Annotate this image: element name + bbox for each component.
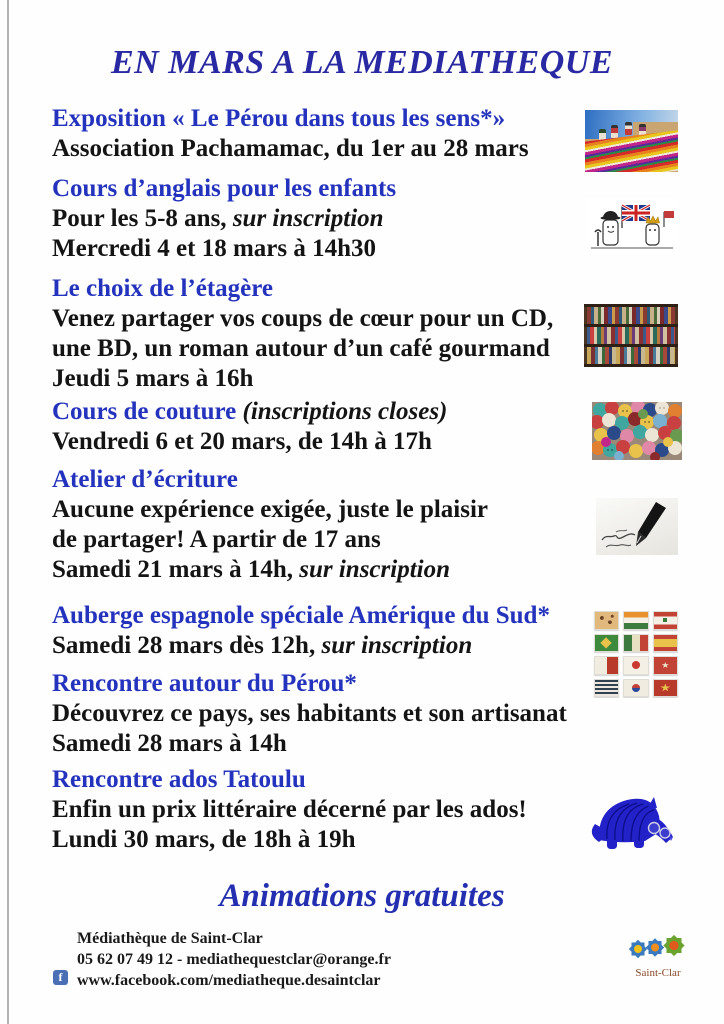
event-heading: Exposition « Le Pérou dans tous les sens*»: [52, 105, 506, 132]
italic-note: sur inscription: [232, 205, 384, 232]
flag-tile: [594, 656, 619, 675]
event-heading: Atelier d’écriture: [52, 466, 238, 493]
event-line: de partager! A partir de 17 ans: [52, 526, 381, 553]
book-row: [587, 307, 675, 324]
heading-note: (inscriptions closes): [242, 398, 448, 425]
free-events-banner: Animations gratuites: [219, 878, 505, 914]
flag-tile-star: [653, 656, 678, 675]
page-title: EN MARS A LA MEDIATHEQUE: [110, 44, 613, 81]
flag-tile-mali: [623, 634, 648, 653]
event-heading: Rencontre ados Tatoulu: [52, 766, 306, 793]
text-part: Samedi 28 mars dès 12h,: [52, 632, 322, 659]
event-heading: Rencontre autour du Pérou*: [52, 670, 357, 697]
figure-shape: [611, 125, 618, 138]
event-line: Découvrez ce pays, ses habitants et son artisanat: [52, 700, 567, 727]
book-row: [587, 327, 675, 344]
facebook-icon: f: [53, 970, 68, 985]
event-line: Aucune expérience exigée, juste le plaisir: [52, 496, 489, 523]
logo-label: Saint-Clar: [635, 967, 681, 979]
cookie-tile: [594, 611, 619, 630]
event-heading: Auberge espagnole spéciale Amérique du Sud*: [52, 602, 550, 629]
contact-name: Médiathèque de Saint-Clar: [77, 930, 263, 947]
section-rencontre-perou: [52, 668, 592, 759]
event-line: une BD, un roman autour d’un café gourmand: [52, 335, 550, 362]
event-line: Association Pachamamac, du 1er au 28 mars: [52, 135, 529, 162]
text-part: Pour les 5-8 ans,: [52, 205, 233, 232]
shelf-board: [584, 364, 678, 367]
event-line: Vendredi 6 et 20 mars, de 14h à 17h: [52, 428, 432, 455]
event-heading: [52, 396, 592, 427]
flag-tile-india: [623, 611, 648, 630]
section-rencontre-tatoulu: [52, 764, 592, 855]
event-line: [52, 631, 592, 661]
section-exposition-perou: [52, 103, 592, 164]
contact-phone-email: 05 62 07 49 12 - mediathequestclar@orange.fr: [77, 951, 391, 968]
event-line: [52, 204, 592, 234]
section-cours-couture: [52, 396, 592, 457]
event-line: Venez partager vos coups de cœur pour un CD,: [52, 305, 554, 332]
logo-stars-icon: [627, 934, 689, 961]
sewing-buttons-image: [592, 402, 682, 460]
buttons-drawing: [592, 402, 682, 460]
book-row: [587, 347, 675, 364]
italic-note: sur inscription: [321, 632, 473, 659]
section-cours-anglais: [52, 173, 592, 264]
section-choix-etagere: [52, 273, 592, 394]
flag-cookies-image: [593, 610, 679, 698]
flag-tile-spain: [653, 634, 678, 653]
contact-block: [77, 928, 391, 991]
heading-text: Cours de couture: [52, 398, 243, 425]
flag-tile-brazil: [594, 634, 619, 653]
blue-armadillo-image: [585, 784, 675, 856]
bookshelf-image: [584, 304, 678, 367]
pen-writing-image: [596, 498, 678, 555]
event-line: Samedi 28 mars à 14h: [52, 730, 287, 757]
peru-rainbow-textiles-image: [585, 110, 678, 172]
english-course-cartoon-image: [585, 198, 678, 254]
event-heading: Cours d’anglais pour les enfants: [52, 175, 397, 202]
flag-tile-korea: [623, 679, 648, 698]
event-heading: Le choix de l’étagère: [52, 275, 273, 302]
scan-edge-line: [7, 0, 9, 1024]
armadillo-drawing: [585, 784, 675, 856]
event-line: Enfin un prix littéraire décerné par les ados!: [52, 796, 527, 823]
saint-clar-logo: [616, 934, 700, 979]
contact-facebook-url: www.facebook.com/mediatheque.desaintclar: [77, 972, 381, 989]
flag-tile-vietnam: [653, 679, 678, 698]
pen-drawing: [596, 498, 678, 555]
italic-note: sur inscription: [299, 556, 450, 583]
event-line: Jeudi 5 mars à 16h: [52, 365, 254, 392]
flag-tile-greece: [594, 679, 619, 698]
text-part: Samedi 21 mars à 14h,: [52, 556, 300, 583]
figure-shape: [625, 122, 632, 135]
section-auberge-espagnole: [52, 600, 592, 661]
section-atelier-ecriture: [52, 464, 592, 585]
event-line: Mercredi 4 et 18 mars à 14h30: [52, 235, 376, 262]
flag-tile-japan: [623, 656, 648, 675]
event-line: [52, 555, 592, 585]
event-line: Lundi 30 mars, de 18h à 19h: [52, 826, 356, 853]
uk-cartoon-drawing: [585, 198, 678, 254]
flag-tile-lebanon: [653, 611, 678, 630]
